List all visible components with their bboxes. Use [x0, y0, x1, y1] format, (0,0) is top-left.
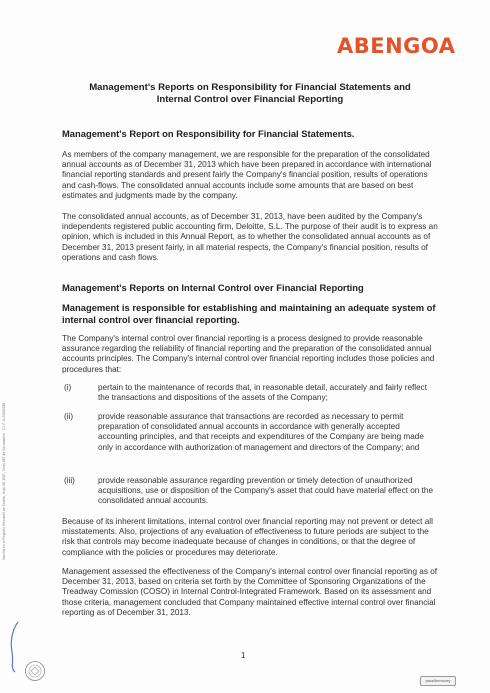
- stamp-sticker: [420, 676, 456, 686]
- section1-heading: Management's Report on Responsibility for Financial Statements.: [62, 128, 355, 139]
- limitations-paragraph: Because of its inherent limitations, internal control over financial reporting may not prevent or detect all misstatements. Also, projections of any evaluation of effectiveness to future periods are subject to the risk that controls may become inadequate because of changes in conditions, or that the degree of compliance with the policies or procedures may deteriorate.: [62, 517, 433, 557]
- list-item-text: provide reasonable assurance that transactions are recorded as necessary to permit preparation of consolidated annual accounts in accordance with generally accepted accounting principles, and that receipts and expenditures of the Company are being made only in accordance with authorization of management and directors of the Company; and: [98, 412, 424, 452]
- seal-icon: [24, 660, 46, 682]
- section1-paragraph-2: The consolidated annual accounts, as of December 31, 2013, have been audited by the Company's independents registered public accounting firm, Deloitte, S.L. The purpose of their audit is to express an opinion, which is included in this Annual Report, as to whether the consolidated annual accounts as of December 31, 2013 present fairly, in all material respects, the Company's financial position, results of operations and cash flows.: [62, 212, 438, 262]
- page-number: 1: [241, 651, 246, 660]
- list-item-text: provide reasonable assurance regarding prevention or timely detection of unauthorized acquisitions, use or disposition of the Company's asset that could have material effect on the consolidated annual accounts.: [98, 476, 434, 506]
- document-title-line1: Management's Reports on Responsibility for Financial Statements and: [89, 82, 411, 93]
- list-item-text: pertain to the maintenance of records that, in reasonable detail, accurately and fairly reflect the transactions and dispositions of the assets of the Company;: [98, 383, 428, 403]
- section2-subheading: Management is responsible for establishing and maintaining an adequate system of internal control over financial reporting.: [62, 302, 436, 325]
- document-title-line2: Internal Control over Financial Reporting: [156, 94, 344, 105]
- assessment-paragraph: Management assessed the effectiveness of the Company's internal control over financial reporting as of December 31, 2013, based on criteria set forth by the Committee of Sponsoring Organizations of the Treadway Comission (COSO) in Internal Control-Integrated Framework. Based on its assessment and those criteria, management concluded that Company maintained effective internal control over financial reporting as of December 31, 2013.: [62, 567, 438, 617]
- section2-heading: Management's Reports on Internal Control over Financial Reporting: [62, 282, 364, 293]
- document-title: [60, 82, 440, 106]
- section1-paragraph-1: As members of the company management, we are responsible for the preparation of the consolidated annual accounts as of December 31, 2013 which have been prepared in accordance with international financial reporting standards and present fairly the Company's financial position, results of operations and cash-flows. The consolidated annual accounts include some amounts that are based on best estimates and judgments made by the company.: [62, 150, 432, 200]
- list-item-number: (i): [64, 383, 72, 392]
- list-item-number: (ii): [64, 412, 74, 421]
- handwritten-mark: [6, 620, 24, 674]
- company-logo: ABENGOA: [337, 34, 456, 58]
- registry-margin-note: Inscrita en el Registro Mercantil de Sevilla, Hoja SE-1507, Tomo 867 de Sociedades · C.I.F. A-41002288: [2, 402, 6, 560]
- stamp-sticker-text: pacs/berrocey: [425, 678, 451, 683]
- list-item-number: (iii): [64, 476, 75, 485]
- section2-intro: The Company's internal control over financial reporting is a process designed to provide reasonable assurance regarding the reliability of financial reporting and the preparation of the consolidated annual accounts principles. The Company's internal control over financial reporting includes those policies and procedures that:: [62, 334, 435, 374]
